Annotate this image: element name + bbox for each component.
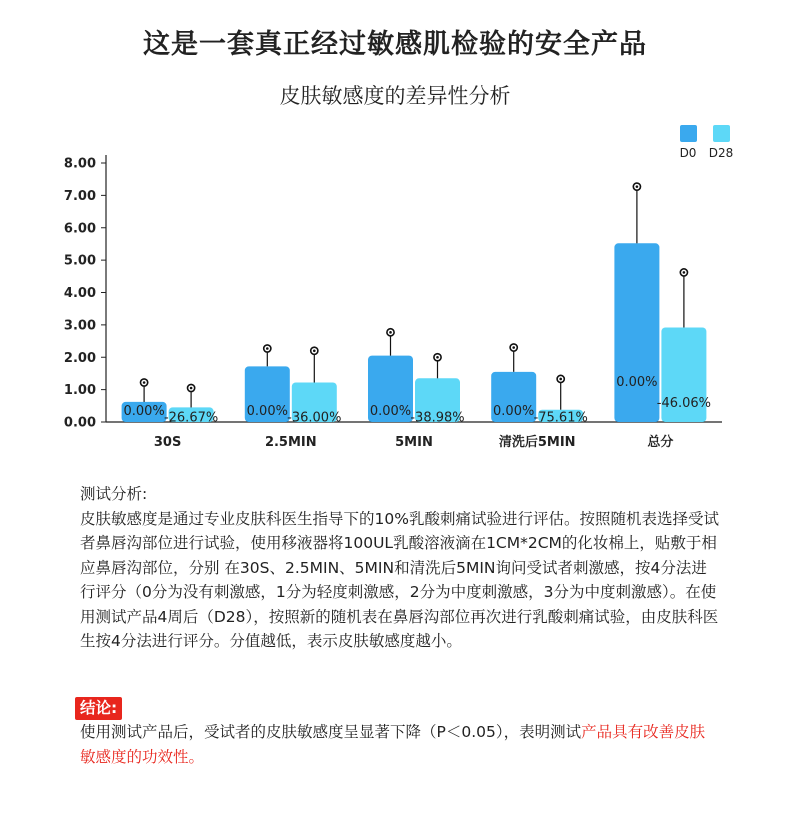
conclusion-highlight: 产品具有改善皮肤敏感度的功效性。 — [80, 723, 706, 766]
data-label: -36.00% — [287, 410, 342, 426]
x-tick-label: 30S — [153, 435, 182, 450]
y-tick-label: 5.00 — [63, 253, 96, 269]
y-tick-label: 3.00 — [63, 318, 96, 334]
y-tick-label: 8.00 — [63, 156, 96, 172]
y-tick-label: 1.00 — [63, 383, 96, 399]
data-label: -38.98% — [410, 410, 465, 426]
data-label: 0.00% — [616, 375, 658, 391]
error-cap-dot — [559, 378, 562, 381]
conclusion-text — [80, 720, 720, 769]
error-cap-dot — [436, 356, 439, 359]
conclusion-label: 结论: — [75, 697, 122, 720]
y-tick-label: 4.00 — [63, 286, 96, 301]
data-label: 0.00% — [246, 404, 288, 420]
page-headline: 这是一套真正经过敏感肌检验的安全产品 — [143, 29, 647, 60]
legend-swatch — [680, 125, 697, 142]
error-cap-dot — [512, 346, 515, 349]
chart-title: 皮肤敏感度的差异性分析 — [279, 84, 511, 108]
x-tick-label: 5MIN — [395, 435, 433, 450]
error-cap-dot — [143, 381, 146, 384]
error-cap-dot — [683, 271, 686, 274]
x-tick-label: 总分 — [647, 435, 674, 450]
legend-swatch — [713, 125, 730, 142]
analysis-body: 皮肤敏感度是通过专业皮肤科医生指导下的10%乳酸刺痛试验进行评估。按照随机表选择受试者鼻唇沟部位进行试验，使用移液器将100UL乳酸溶液滴在1CM*2CM的化妆棉上，贴敷于相应鼻唇沟部位，分别 在30S、2.5MIN、5MIN和清洗后5MIN询问受试者刺激感，按4分法进行评分（0分为没有刺激感，1分为轻度刺激感，2分为中度刺激感，3分为中度刺激感）。在使用测试产品4周后（D28），按照新的随机表在鼻唇沟部位再次进行乳酸刺痛试验，由皮肤科医生按4分法进行评分。分值越低，表示皮肤敏感度越小。 — [80, 509, 719, 650]
data-label: -75.61% — [533, 410, 588, 426]
x-tick-label: 2.5MIN — [264, 435, 317, 450]
legend-label: D0 — [679, 146, 697, 160]
y-tick-label: 0.00 — [63, 415, 96, 431]
data-label: 0.00% — [123, 404, 165, 420]
error-cap-dot — [266, 347, 269, 350]
data-label: 0.00% — [493, 404, 535, 420]
y-tick-label: 6.00 — [63, 221, 96, 237]
data-label: -46.06% — [656, 396, 712, 412]
error-cap-dot — [190, 387, 193, 390]
conclusion-plain: 使用测试产品后，受试者的皮肤敏感度呈显著下降（P＜0.05），表明测试 — [80, 723, 582, 741]
y-tick-label: 2.00 — [63, 350, 96, 366]
legend-label: D28 — [708, 146, 734, 160]
error-cap-dot — [636, 185, 639, 188]
error-cap-dot — [313, 349, 316, 352]
analysis-section — [80, 482, 720, 654]
data-label: -26.67% — [163, 410, 219, 426]
data-label: 0.00% — [369, 404, 412, 420]
y-tick-label: 7.00 — [63, 188, 96, 204]
error-cap-dot — [389, 331, 392, 334]
x-tick-label: 清洗后5MIN — [498, 435, 576, 450]
bar — [614, 243, 659, 422]
analysis-title: 测试分析: — [80, 485, 148, 503]
bar-chart — [0, 115, 790, 470]
